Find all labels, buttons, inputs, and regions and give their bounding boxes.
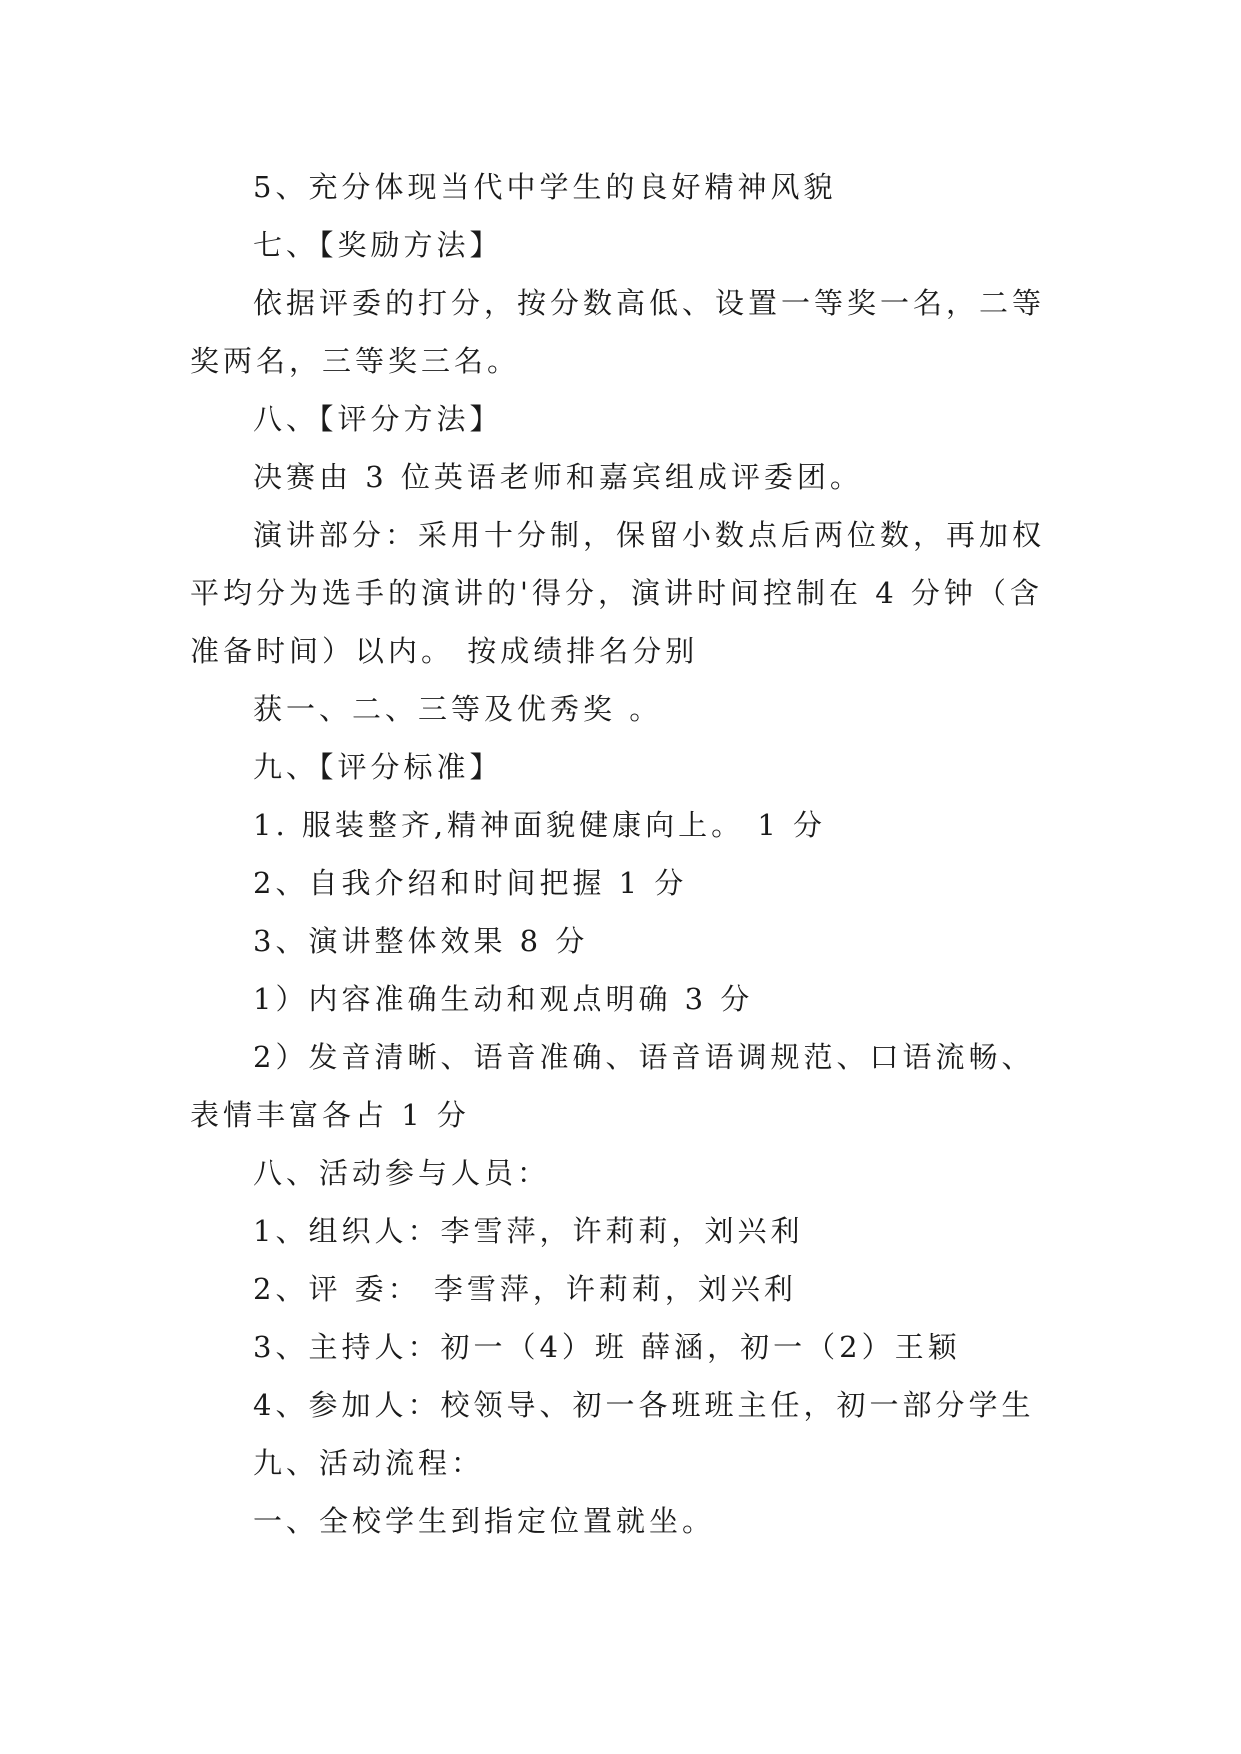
- text-line: 平均分为选手的演讲的'得分，演讲时间控制在 4 分钟（含: [190, 576, 1043, 610]
- text-line: 准备时间）以内。 按成绩排名分别: [190, 634, 699, 668]
- section-heading: 七、【奖励方法】: [253, 228, 503, 262]
- list-item: 一、全校学生到指定位置就坐。: [253, 1504, 716, 1538]
- text-line: 5、充分体现当代中学生的良好精神风貌: [253, 170, 837, 204]
- list-item: 4、参加人：校领导、初一各班班主任，初一部分学生: [253, 1388, 1035, 1422]
- text-line: 演讲部分：采用十分制，保留小数点后两位数，再加权: [253, 518, 1046, 552]
- list-item: 1. 服装整齐,精神面貌健康向上。 1 分: [253, 808, 826, 842]
- list-item: 1）内容准确生动和观点明确 3 分: [253, 982, 754, 1016]
- list-item: 2、自我介绍和时间把握 1 分: [253, 866, 688, 900]
- text-line: 决赛由 3 位英语老师和嘉宾组成评委团。: [253, 460, 863, 494]
- list-item: 2、评 委： 李雪萍，许莉莉，刘兴利: [253, 1272, 797, 1306]
- list-item: 3、演讲整体效果 8 分: [253, 924, 589, 958]
- list-item: 3、主持人：初一（4）班 薛涵，初一（2）王颖: [253, 1330, 961, 1364]
- section-heading: 九、活动流程：: [253, 1446, 485, 1480]
- text-line: 依据评委的打分，按分数高低、设置一等奖一名，二等: [253, 286, 1046, 320]
- section-heading: 八、【评分方法】: [253, 402, 503, 436]
- list-item: 1、组织人：李雪萍，许莉莉，刘兴利: [253, 1214, 804, 1248]
- section-heading: 九、【评分标准】: [253, 750, 503, 784]
- text-line: 奖两名，三等奖三名。: [190, 344, 521, 378]
- section-heading: 八、活动参与人员：: [253, 1156, 551, 1190]
- text-line: 表情丰富各占 1 分: [190, 1098, 470, 1132]
- text-line: 获一、二、三等及优秀奖 。: [253, 692, 663, 726]
- document-body: [190, 158, 1050, 1550]
- list-item: 2）发音清晰、语音准确、语音语调规范、口语流畅、: [253, 1040, 1035, 1074]
